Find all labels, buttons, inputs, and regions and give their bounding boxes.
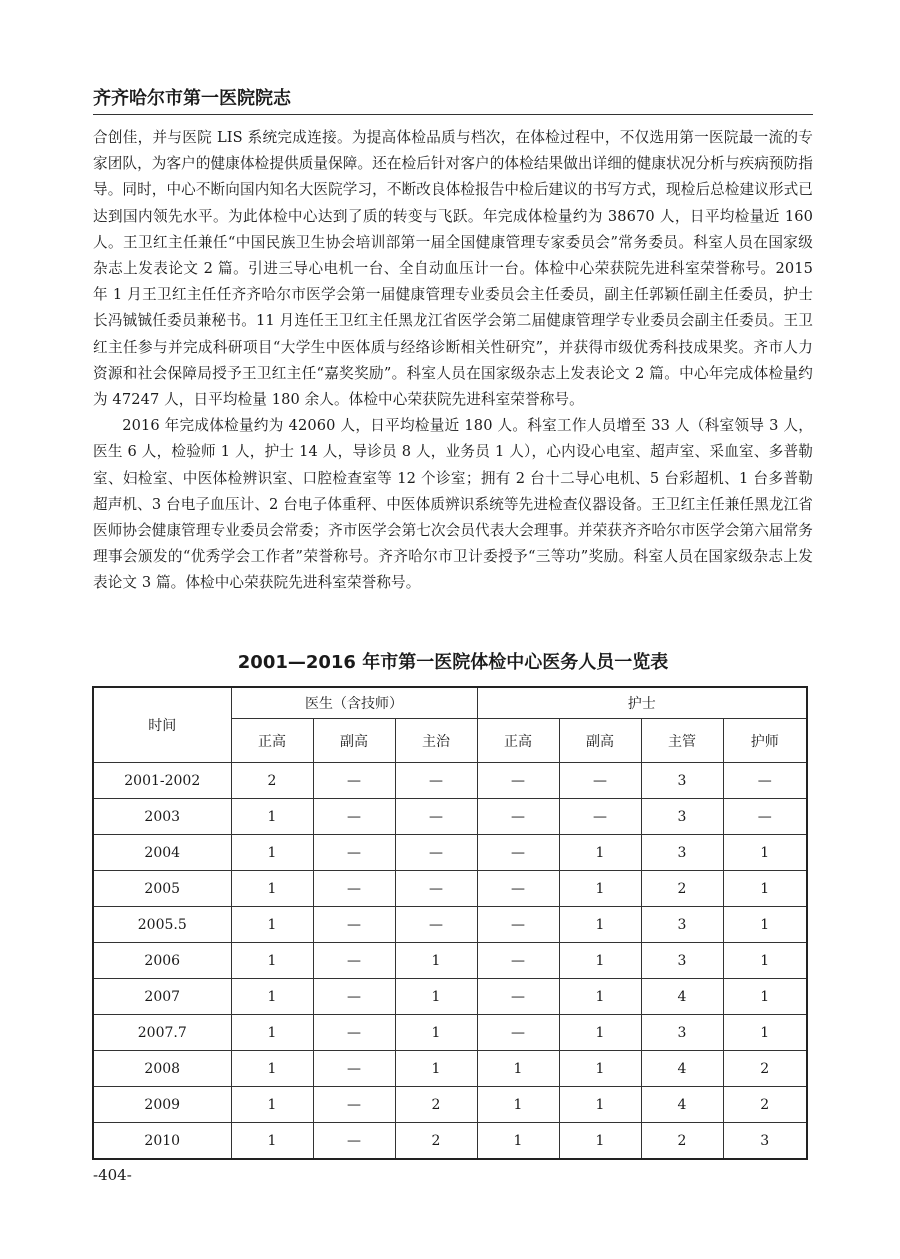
time-header: 时间: [93, 687, 231, 763]
running-header: [93, 88, 813, 115]
count-cell: 1: [231, 835, 313, 871]
count-cell: —: [395, 763, 477, 799]
book-title: 齐齐哈尔市第一医院院志: [93, 88, 291, 109]
year-cell: 2008: [93, 1051, 231, 1087]
count-cell: —: [313, 943, 395, 979]
year-cell: 2001-2002: [93, 763, 231, 799]
paragraph: 合创佳，并与医院 LIS 系统完成连接。为提高体检品质与档次，在体检过程中，不仅选用第一医院最一流的专家团队，为客户的健康体检提供质量保障。还在检后针对客户的体检结果做出详细的健康状况分析与疾病预防指导。同时，中心不断向国内知名大医院学习，不断改良体检报告中检后建议的书写方式，现检后总检建议形式已达到国内领先水平。为此体检中心达到了质的转变与飞跃。年完成体检量约为 38670 人，日平均检量近 160 人。王卫红主任兼任“中国民族卫生协会培训部第一届全国健康管理专家委员会”常务委员。科室人员在国家级杂志上发表论文 2 篇。引进三导心电机一台、全自动血压计一台。体检中心荣获院先进科室荣誉称号。2015 年 1 月王卫红主任任齐齐哈尔市医学会第一届健康管理专业委员会主任委员，副主任郭颖任副主任委员，护士长冯铖铖任委员兼秘书。11 月连任王卫红主任黑龙江省医学会第二届健康管理学专业委员会副主任委员。王卫红主任参与并完成科研项目“大学生中医体质与经络诊断相关性研究”，并获得市级优秀科技成果奖。齐市人力资源和社会保障局授予王卫红主任“嘉奖奖励”。科室人员在国家级杂志上发表论文 2 篇。中心年完成体检量约为 47247 人，日平均检量 180 余人。体检中心荣获院先进科室荣誉称号。: [93, 129, 813, 409]
count-cell: —: [477, 799, 559, 835]
count-cell: 2: [231, 763, 313, 799]
table-row: [93, 799, 807, 835]
count-cell: 1: [559, 871, 641, 907]
count-cell: —: [477, 943, 559, 979]
table-row: [93, 979, 807, 1015]
count-cell: —: [395, 907, 477, 943]
table-row: [93, 1051, 807, 1087]
column-header: 正高: [477, 719, 559, 763]
count-cell: 1: [723, 979, 807, 1015]
count-cell: —: [477, 871, 559, 907]
column-header: 副高: [559, 719, 641, 763]
count-cell: 1: [723, 835, 807, 871]
count-cell: 3: [641, 1015, 723, 1051]
table-row: [93, 943, 807, 979]
count-cell: 1: [231, 1087, 313, 1123]
count-cell: 1: [559, 979, 641, 1015]
count-cell: —: [313, 907, 395, 943]
count-cell: —: [723, 799, 807, 835]
count-cell: 1: [231, 1015, 313, 1051]
count-cell: 2: [641, 1123, 723, 1160]
year-cell: 2010: [93, 1123, 231, 1160]
count-cell: 3: [723, 1123, 807, 1160]
count-cell: —: [477, 979, 559, 1015]
count-cell: —: [313, 1123, 395, 1160]
count-cell: 1: [477, 1087, 559, 1123]
count-cell: 3: [641, 763, 723, 799]
count-cell: 1: [559, 943, 641, 979]
count-cell: 1: [477, 1051, 559, 1087]
year-cell: 2007.7: [93, 1015, 231, 1051]
count-cell: —: [313, 1015, 395, 1051]
page-number: -404-: [93, 1166, 132, 1184]
year-cell: 2004: [93, 835, 231, 871]
count-cell: 4: [641, 1087, 723, 1123]
table-title: 2001—2016 年市第一医院体检中心医务人员一览表: [237, 652, 669, 673]
count-cell: —: [477, 763, 559, 799]
count-cell: —: [313, 763, 395, 799]
count-cell: —: [313, 979, 395, 1015]
column-header: 主管: [641, 719, 723, 763]
count-cell: 1: [231, 943, 313, 979]
count-cell: —: [477, 1015, 559, 1051]
count-cell: 1: [477, 1123, 559, 1160]
count-cell: 3: [641, 907, 723, 943]
count-cell: 1: [395, 1051, 477, 1087]
year-cell: 2009: [93, 1087, 231, 1123]
nurse-group-header: 护士: [477, 687, 807, 719]
count-cell: 1: [723, 907, 807, 943]
paragraph: 2016 年完成体检量约为 42060 人，日平均检量近 180 人。科室工作人员增至 33 人（科室领导 3 人，医生 6 人，检验师 1 人，护士 14 人，导诊员 8 人，业务员 1 人），心内设心电室、超声室、采血室、多普勒室、妇检室、中医体检辨识室、口腔检查室等 12 个诊室；拥有 2 台十二导心电机、5 台彩超机、1 台多普勒超声机、3 台电子血压计、2 台电子体重秤、中医体质辨识系统等先进检查仪器设备。王卫红主任兼任黑龙江省医师协会健康管理专业委员会常委；齐市医学会第七次会员代表大会理事。并荣获齐齐哈尔市医学会第六届常务理事会颁发的“优秀学会工作者”荣誉称号。齐齐哈尔市卫计委授予“三等功”奖励。科室人员在国家级杂志上发表论文 3 篇。体检中心荣获院先进科室荣誉称号。: [93, 417, 813, 592]
count-cell: —: [313, 799, 395, 835]
count-cell: 1: [723, 1015, 807, 1051]
count-cell: —: [559, 799, 641, 835]
count-cell: —: [559, 763, 641, 799]
count-cell: 2: [723, 1051, 807, 1087]
count-cell: 1: [231, 1123, 313, 1160]
count-cell: 1: [231, 799, 313, 835]
count-cell: —: [395, 799, 477, 835]
count-cell: 1: [231, 1051, 313, 1087]
year-cell: 2003: [93, 799, 231, 835]
count-cell: 4: [641, 1051, 723, 1087]
count-cell: 1: [395, 943, 477, 979]
count-cell: 1: [395, 979, 477, 1015]
count-cell: 1: [559, 835, 641, 871]
year-cell: 2007: [93, 979, 231, 1015]
table-row: [93, 907, 807, 943]
doctor-group-header: 医生（含技师）: [231, 687, 477, 719]
count-cell: —: [313, 835, 395, 871]
count-cell: 2: [723, 1087, 807, 1123]
column-header: 主治: [395, 719, 477, 763]
count-cell: 2: [395, 1087, 477, 1123]
table-row: [93, 835, 807, 871]
count-cell: 1: [559, 1087, 641, 1123]
count-cell: —: [313, 1051, 395, 1087]
count-cell: 1: [231, 979, 313, 1015]
count-cell: 2: [395, 1123, 477, 1160]
count-cell: 1: [231, 871, 313, 907]
count-cell: 1: [723, 871, 807, 907]
count-cell: 3: [641, 835, 723, 871]
year-cell: 2005: [93, 871, 231, 907]
count-cell: —: [395, 871, 477, 907]
table-row: [93, 1087, 807, 1123]
table-row: [93, 1123, 807, 1160]
count-cell: —: [313, 871, 395, 907]
year-cell: 2005.5: [93, 907, 231, 943]
count-cell: —: [477, 907, 559, 943]
count-cell: 1: [559, 1015, 641, 1051]
count-cell: 1: [231, 907, 313, 943]
count-cell: 2: [641, 871, 723, 907]
count-cell: —: [395, 835, 477, 871]
count-cell: 3: [641, 799, 723, 835]
table-row: [93, 871, 807, 907]
count-cell: 4: [641, 979, 723, 1015]
column-header: 副高: [313, 719, 395, 763]
column-header: 护师: [723, 719, 807, 763]
year-cell: 2006: [93, 943, 231, 979]
count-cell: 1: [559, 907, 641, 943]
column-header: 正高: [231, 719, 313, 763]
count-cell: 1: [559, 1051, 641, 1087]
table-row: [93, 1015, 807, 1051]
count-cell: 1: [395, 1015, 477, 1051]
count-cell: —: [313, 1087, 395, 1123]
table-row: [93, 763, 807, 799]
body-text: [93, 125, 813, 597]
count-cell: 3: [641, 943, 723, 979]
count-cell: 1: [723, 943, 807, 979]
staff-table: [92, 686, 808, 1160]
count-cell: —: [477, 835, 559, 871]
count-cell: 1: [559, 1123, 641, 1160]
count-cell: —: [723, 763, 807, 799]
table-body: [93, 763, 807, 1160]
